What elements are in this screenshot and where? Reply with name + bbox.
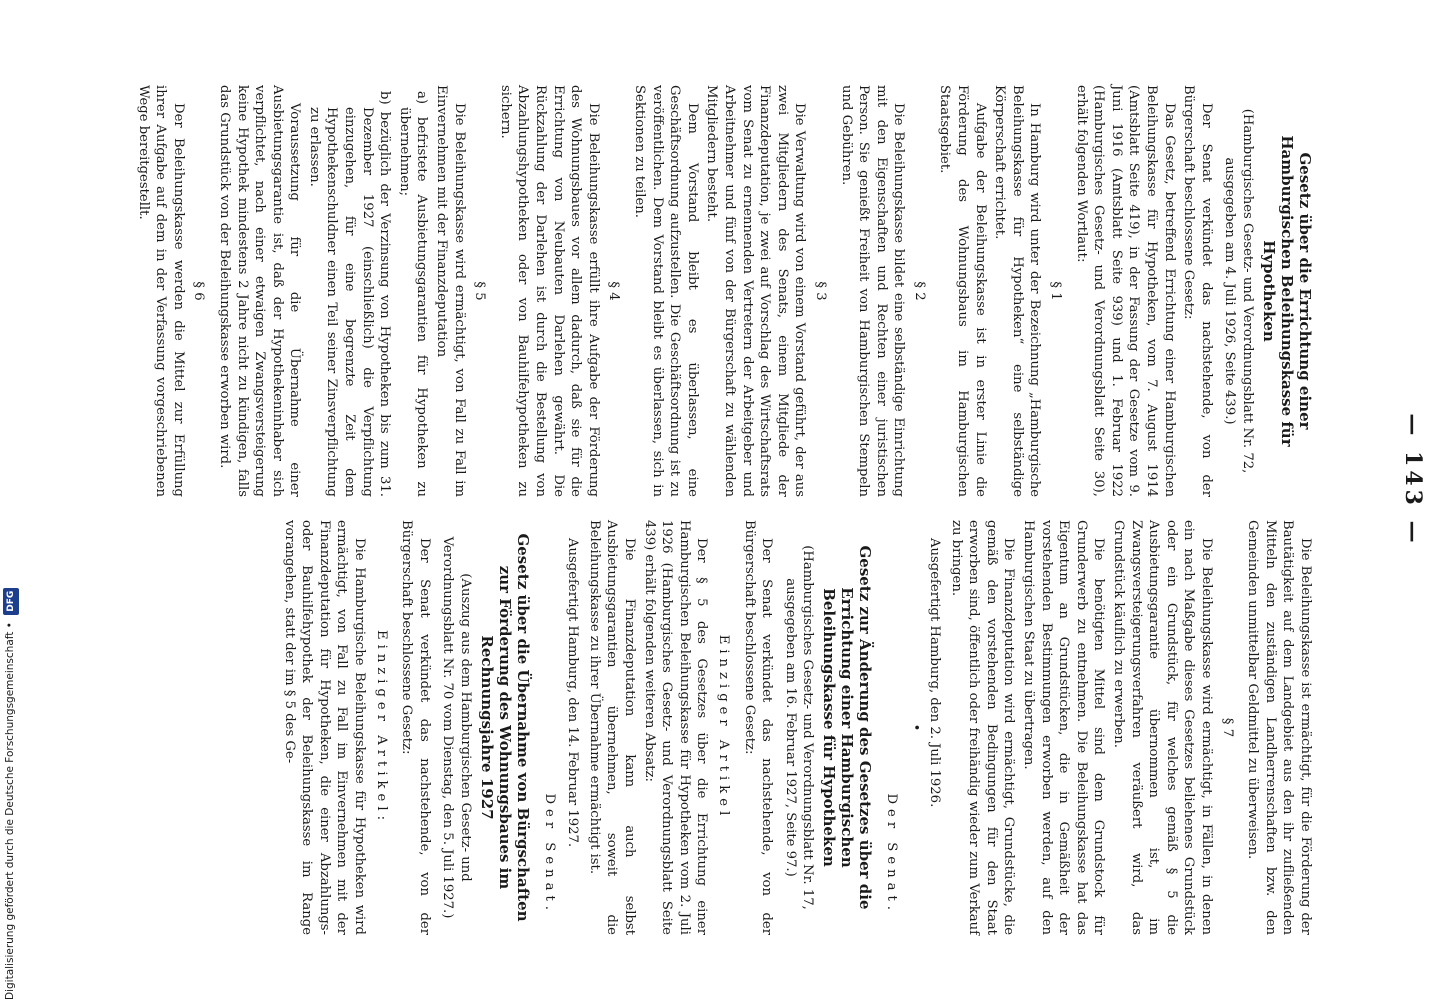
law3-paragraph-1: Die Hamburgische Beleihungskasse für Hypotheken wird ermächtigt, von Fall zu Fall im Einvernehmen mit der Finanzdeputation für Hypotheken, die einer Abzahlungs- oder Bauhilfehypothek der Beleihungskasse im Range vorangehen, statt der im § 5 des Ge- — [281, 520, 368, 935]
section-5-item-a: a) befristete Ausbietungsgarantien für Hypotheken zu übernehmen; — [396, 91, 430, 497]
section-3-paragraph-1: Die Verwaltung wird von einem Vorstand geführt, der aus zwei Mitgliedern des Senats, einem Mitgliede der Finanzdeputation, je zwei auf Vorschlag des Wirtschaftsrats vom Senat zu ernennenden Vertretern der Arbeitgeber und Arbeitnehmer und fünf von der Bürgerschaft zu wählenden Mitgliedern besteht. — [704, 85, 808, 497]
law3-source: (Auszug aus dem Hamburgischen Gesetz- und Verordnungsblatt Nr. 70 vom Dienstag, den 5. Juli 1927.) — [440, 536, 474, 919]
law1-intro: Der Senat verkündet das nachstehende, von der Bürgerschaft beschlossene Gesetz: — [1181, 85, 1214, 497]
section-7-paragraph-2: Die benötigten Mittel sind dem Grundstock für Grunderwerb zu entnehmen. Die Beleihungskasse hat das Eigentum an Grundstücken, die in Gemäßheit der vorstehenden Bestimmungen erworben werden, auf den Hamburgischen Staat zu übertragen. — [1021, 520, 1107, 935]
signature-senat-1: Der Senat. — [883, 793, 899, 915]
section-1-paragraph-1: In Hamburg wird unter der Bezeichnung „Hamburgische Beleihungskasse für Hypotheken“ eine selbständige Körperschaft errichtet. — [992, 85, 1043, 497]
law3-article-heading: Einziger Artikel: — [373, 629, 389, 826]
section-3-heading: § 3 — [812, 281, 828, 301]
section-5-item-b: b) bezüglich der Verzinsung von Hypotheken bis zum 31. Dezember 1927 (einschließlich) die Verpflichtung einzugehen, für eine begrenzte Zeit dem Hypothekenschuldner einen Teil seiner Zinsverpflichtung zu erlassen. — [306, 91, 393, 497]
section-2-heading: § 2 — [911, 281, 927, 301]
section-4-paragraph: Die Beleihungskasse erfüllt ihre Aufgabe der Förderung des Wohnungsbaues vor allem dadurch, daß sie für die Errichtung von Neubauten Darlehen gewährt. Die Rückzahlung der Darlehen ist durch die Bestellung von Abzahlungshypotheken oder von Bauhilfehypotheken zu sichern. — [497, 85, 601, 497]
section-5-paragraph-2: Voraussetzung für die Übernahme einer Ausbietungsgarantie ist, daß der Hypothekeninhaber sich verpflichtet, nach einer etwaigen Zwangsversteigerung keine Hypothek mindestens 2 Jahre nicht zu kündigen, falls das Grundstück von der Beleihungskasse erworben wird. — [216, 85, 303, 497]
law1-source: (Hamburgisches Gesetz- und Verordnungsblatt Nr. 72, ausgegeben am 4. Juli 1926, Seite 439.) — [1222, 108, 1255, 474]
dateline-1926: Ausgefertigt Hamburg, den 2. Juli 1926. — [927, 538, 943, 808]
section-2-paragraph: Die Beleihungskasse bildet eine selbständige Einrichtung mit den Eigenschaften und Rechten einer juristischen Person. Sie genießt Freiheit von Hamburgischen Stempeln und Gebühren. — [838, 85, 907, 497]
section-7-paragraph-3: Die Finanzdeputation wird ermächtigt, Grundstücke, die gemäß den vorstehenden Bedingungen für den Staat erworben sind, öffentlich oder freihändig wieder zum Verkauf zu bringen. — [948, 520, 1017, 935]
section-1-paragraph-2: Aufgabe der Beleihungskasse ist in erster Linie die Förderung des Wohnungsbaus im Hamburgischen Staatsgebiet. — [937, 85, 988, 497]
section-7-paragraph-1: Die Beleihungskasse wird ermächtigt, in Fällen, in denen ein nach Maßgabe dieses Gesetzes beliehenes Grundstück oder ein Grundstück, für welches gemäß § 5 die Ausbietungsgarantie übernommen ist, im Zwangsversteigerungsverfahren veräußert wird, das Grundstück käuflich zu erwerben. — [1111, 520, 1215, 935]
digitization-footer — [2, 0, 18, 1000]
bullet-mark: • — [907, 723, 923, 732]
dateline-1927: Ausgefertigt Hamburg, den 14. Februar 1927. — [565, 538, 581, 848]
law2-intro: Der Senat verkündet das nachstehende, von der Bürgerschaft beschlossene Gesetz: — [741, 520, 775, 935]
section-5-paragraph-1: Die Beleihungskasse wird ermächtigt, von Fall zu Fall im Einvernehmen mit der Finanzdeputation — [434, 85, 467, 497]
section-5-heading: § 5 — [472, 281, 488, 301]
law2-source: (Hamburgisches Gesetz- und Verordnungsblatt Nr. 17, ausgegeben am 16. Februar 1927, Seite 97.) — [782, 545, 816, 910]
law1-title: Gesetz über die Errichtung einer Hamburgischen Beleihungskasse für Hypotheken — [1260, 135, 1314, 447]
section-1-heading: § 1 — [1048, 281, 1064, 301]
page-number: — 143 — — [1400, 413, 1426, 547]
left-column — [132, 85, 1314, 497]
law2-title: Gesetz zur Änderung des Gesetzes über die Errichtung einer Hamburgischen Beleihungskasse für Hypotheken — [820, 545, 875, 910]
dfg-logo: DFG — [3, 588, 19, 615]
section-3-paragraph-2: Dem Vorstand bleibt es überlassen, eine Geschäftsordnung aufzustellen. Die Geschäftsordnung ist zu veröffentlichen. Dem Vorstand bleibt es überlassen, sich in Sektionen zu teilen. — [632, 85, 700, 497]
signature-senat-2: Der Senat. — [541, 793, 557, 915]
law1-preamble: Das Gesetz, betreffend Errichtung einer Hamburgischen Beleihungskasse für Hypotheken, vom 7. August 1914 (Amtsblatt Seite 419), in der Fassung der Gesetze vom 9. Juni 1916 (Amtsblatt Seite 939) und 1. Februar 1922 (Hamburgisches Gesetz- und Verordnungsblatt Seite 30), erhält folgenden Wortlaut: — [1073, 85, 1177, 497]
continued-paragraph: Die Beleihungskasse ist ermächtigt, für die Förderung der Bautätigkeit auf dem Landgebiet aus den ihr zufließenden Mitteln den zuständigen Landherrenschaften bzw. den Gemeinden unmittelbar Geldmittel zu überweisen. — [1245, 520, 1313, 935]
law2-paragraph-2: Die Finanzdeputation kann auch selbst Ausbietungsgarantien übernehmen, soweit die Beleihungskasse zu ihrer Übernahme ermächtigt ist. — [586, 520, 637, 935]
law2-article-heading: Einziger Artikel — [715, 634, 731, 821]
law3-intro: Der Senat verkündet das nachstehende, von der Bürgerschaft beschlossene Gesetz: — [399, 520, 432, 935]
right-column — [278, 520, 1314, 935]
law3-title: Gesetz über die Übernahme von Bürgschaften zur Förderung des Wohnungsbaues im Rechnungsjahre 1927 — [478, 533, 533, 922]
section-7-heading: § 7 — [1219, 717, 1235, 738]
footer-text: Digitalisierung gefördert durch die Deutsche Forschungsgemeinschaft • — [4, 622, 16, 1000]
section-6-paragraph: Der Beleihungskasse werden die Mittel zur Erfüllung ihrer Aufgabe auf dem in der Verfassung vorgeschriebenen Wege bereitgestellt. — [135, 85, 186, 497]
section-4-heading: § 4 — [606, 281, 622, 301]
law2-paragraph-1: Der § 5 des Gesetzes über die Errichtung einer Hamburgischen Beleihungskasse für Hypotheken vom 2. Juli 1926 (Hamburgisches Gesetz- und Verordnungsblatt Seite 439) erhält folgenden weiteren Absatz: — [641, 520, 710, 935]
section-6-heading: § 6 — [191, 281, 207, 301]
